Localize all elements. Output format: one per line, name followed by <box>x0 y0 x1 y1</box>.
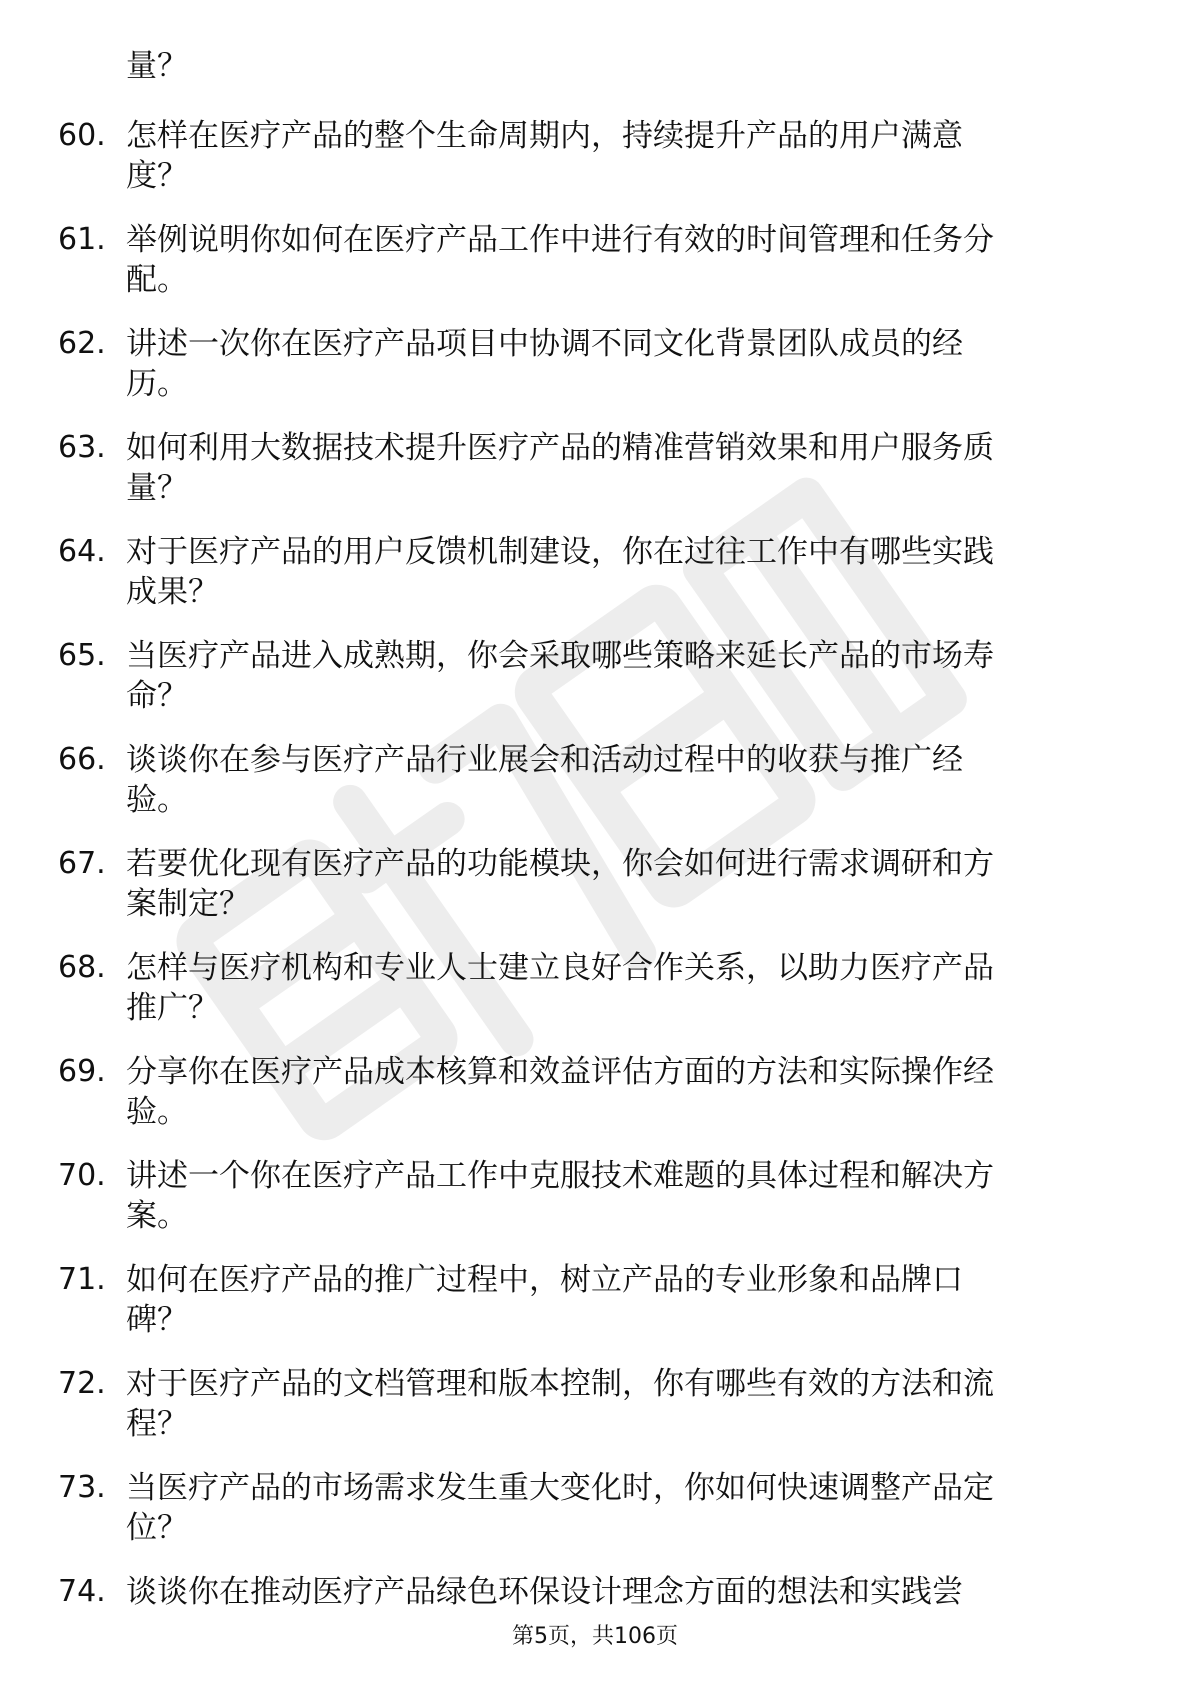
question-text <box>126 1052 1126 1132</box>
question-item <box>0 104 1190 208</box>
question-text-line: 位？ <box>126 1510 188 1546</box>
question-item <box>0 416 1190 520</box>
question-text-line: 如何在医疗产品的推广过程中，树立产品的专业形象和品牌口 <box>126 1262 963 1298</box>
question-text-line: 谈谈你在推动医疗产品绿色环保设计理念方面的想法和实践尝 <box>126 1574 963 1610</box>
question-text-line: 怎样与医疗机构和专业人士建立良好合作关系，以助力医疗产品 <box>126 950 994 986</box>
question-number: 74. <box>58 1574 106 1609</box>
question-text-line: 当医疗产品进入成熟期，你会采取哪些策略来延长产品的市场寿 <box>126 638 994 674</box>
question-text <box>126 844 1126 924</box>
question-text-line: 若要优化现有医疗产品的功能模块，你会如何进行需求调研和方 <box>126 846 994 882</box>
question-item <box>0 1352 1190 1456</box>
question-text <box>126 636 1126 716</box>
question-text-line: 案制定？ <box>126 886 250 922</box>
question-text-line: 成果？ <box>126 574 219 610</box>
question-text <box>126 532 1126 612</box>
question-text-line: 如何利用大数据技术提升医疗产品的精准营销效果和用户服务质 <box>126 430 994 466</box>
question-text-line: 历。 <box>126 366 188 402</box>
question-number: 72. <box>58 1366 106 1401</box>
question-number: 68. <box>58 950 106 985</box>
question-text-line: 讲述一个你在医疗产品工作中克服技术难题的具体过程和解决方 <box>126 1158 994 1194</box>
question-text <box>126 948 1126 1028</box>
question-text <box>126 1260 1126 1340</box>
question-text <box>126 428 1126 508</box>
question-item <box>0 208 1190 312</box>
question-text <box>126 220 1126 300</box>
question-text-line: 碑？ <box>126 1302 188 1338</box>
question-text-line: 案。 <box>126 1198 188 1234</box>
question-item <box>0 1040 1190 1144</box>
question-list <box>0 104 1190 1664</box>
question-text <box>126 1364 1126 1444</box>
question-number: 62. <box>58 326 106 361</box>
question-item <box>0 936 1190 1040</box>
question-text-line: 量？ <box>126 470 188 506</box>
question-text-line: 举例说明你如何在医疗产品工作中进行有效的时间管理和任务分 <box>126 222 994 258</box>
question-text-line: 谈谈你在参与医疗产品行业展会和活动过程中的收获与推广经 <box>126 742 963 778</box>
question-item <box>0 520 1190 624</box>
question-text <box>126 740 1126 820</box>
question-number: 67. <box>58 846 106 881</box>
continued-question-text: 量？ <box>126 48 188 84</box>
question-text-line: 分享你在医疗产品成本核算和效益评估方面的方法和实际操作经 <box>126 1054 994 1090</box>
question-text <box>126 324 1126 404</box>
question-text <box>126 116 1126 196</box>
question-number: 60. <box>58 118 106 153</box>
question-number: 63. <box>58 430 106 465</box>
question-text-line: 推广？ <box>126 990 219 1026</box>
question-number: 66. <box>58 742 106 777</box>
question-item <box>0 624 1190 728</box>
question-number: 69. <box>58 1054 106 1089</box>
question-item <box>0 832 1190 936</box>
question-text-line: 对于医疗产品的文档管理和版本控制，你有哪些有效的方法和流 <box>126 1366 994 1402</box>
question-item <box>0 1456 1190 1560</box>
question-number: 65. <box>58 638 106 673</box>
question-number: 73. <box>58 1470 106 1505</box>
question-text <box>126 1156 1126 1236</box>
question-item <box>0 312 1190 416</box>
question-number: 70. <box>58 1158 106 1193</box>
question-text-line: 对于医疗产品的用户反馈机制建设，你在过往工作中有哪些实践 <box>126 534 994 570</box>
question-number: 61. <box>58 222 106 257</box>
question-text-line: 验。 <box>126 782 188 818</box>
question-text-line: 程？ <box>126 1406 188 1442</box>
question-item <box>0 1248 1190 1352</box>
question-text-line: 命？ <box>126 678 188 714</box>
question-number: 71. <box>58 1262 106 1297</box>
question-text-line: 怎样在医疗产品的整个生命周期内，持续提升产品的用户满意 <box>126 118 963 154</box>
question-text-line: 验。 <box>126 1094 188 1130</box>
question-item <box>0 728 1190 832</box>
question-text-line: 配。 <box>126 262 188 298</box>
question-text-line: 度？ <box>126 158 188 194</box>
question-text-line: 讲述一次你在医疗产品项目中协调不同文化背景团队成员的经 <box>126 326 963 362</box>
question-item <box>0 1144 1190 1248</box>
question-text <box>126 1468 1126 1548</box>
question-number: 64. <box>58 534 106 569</box>
page-footer: 第5页，共106页 <box>512 1624 678 1649</box>
question-text-line: 当医疗产品的市场需求发生重大变化时，你如何快速调整产品定 <box>126 1470 994 1506</box>
